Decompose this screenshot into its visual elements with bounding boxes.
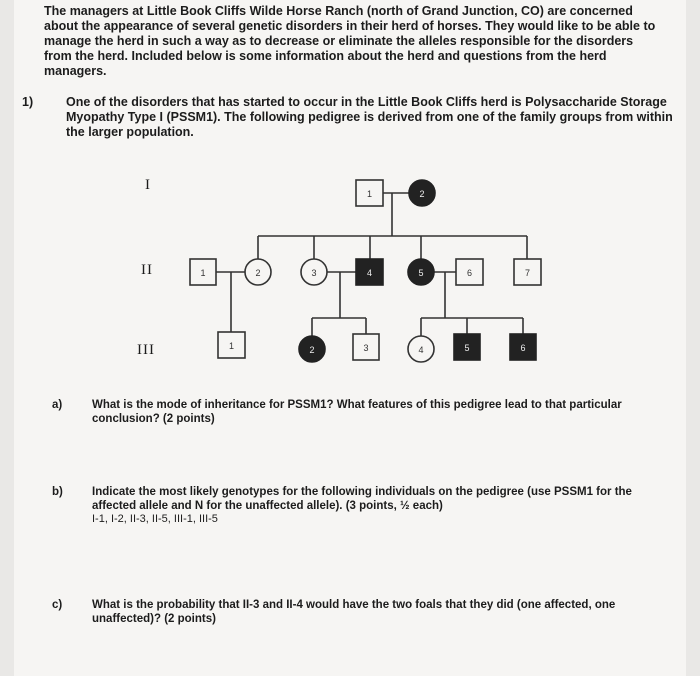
- pedigree-id-label: 5: [464, 343, 470, 353]
- generation-label-3: III: [137, 342, 155, 358]
- part-c-label: c): [52, 599, 63, 611]
- intro-paragraph: The managers at Little Book Cliffs Wilde Horse Ranch (north of Grand Junction, CO) are concerned about the appearance of several genetic disorders in their herd of horses. They would like to be able to manage the herd in such a way as to decrease or eliminate the alleles responsible for the disorders from the herd. Included below is some information about the herd and questions from the herd managers.: [44, 4, 656, 78]
- pedigree-female-I-2-affected: [409, 180, 435, 206]
- part-b-label: b): [52, 486, 63, 498]
- pedigree-id-label: 2: [255, 268, 261, 278]
- pedigree-id-label: 2: [309, 345, 315, 355]
- pedigree-male-II-6: [456, 259, 483, 285]
- pedigree-male-III-1: [218, 332, 245, 358]
- generation-label-1: I: [145, 177, 151, 193]
- pedigree-id-label: 5: [418, 268, 424, 278]
- part-c-text: What is the probability that II-3 and II-4 would have the two foals that they did (one affected, one unaffected)? (2 points): [92, 599, 616, 625]
- part-a-label: a): [52, 399, 63, 411]
- pedigree-female-II-2: [245, 259, 271, 285]
- pedigree-female-II-5-affected: [408, 259, 434, 285]
- question-1-text: One of the disorders that has started to occur in the Little Book Cliffs herd is Polysaccharide Storage Myopathy Type I (PSSM1). The following pedigree is derived from one of the family groups from within the larger population.: [66, 95, 673, 139]
- part-b-text: Indicate the most likely genotypes for the following individuals on the pedigree (use PSSM1 for the affected allele and N for the unaffected allele). (3 points, ½ each): [92, 486, 632, 512]
- pedigree-id-label: 4: [418, 345, 424, 355]
- question-part-b: [52, 485, 672, 513]
- pedigree-male-I-1: [356, 180, 383, 206]
- part-b-individuals: I-1, I-2, II-3, II-5, III-1, III-5: [92, 513, 218, 525]
- part-a-text: What is the mode of inheritance for PSSM1? What features of this pedigree lead to that particular conclusion? (2 points): [92, 399, 622, 425]
- pedigree-id-label: 3: [311, 268, 317, 278]
- pedigree-id-label: 1: [228, 341, 235, 351]
- pedigree-id-label: 4: [366, 268, 373, 278]
- pedigree-female-III-4: [408, 336, 434, 362]
- pedigree-id-label: 2: [419, 189, 425, 199]
- pedigree-id-label: 1: [200, 268, 206, 278]
- pedigree-female-III-2-affected: [299, 336, 325, 362]
- pedigree-female-II-3: [301, 259, 327, 285]
- question-1-number: 1): [22, 95, 34, 109]
- generation-label-2: II: [141, 262, 153, 278]
- pedigree-id-label: 3: [363, 343, 369, 353]
- pedigree-male-III-3: [353, 334, 379, 360]
- question-part-c: [52, 598, 672, 626]
- pedigree-male-II-4-affected: [356, 259, 383, 285]
- pedigree-male-II-7: [514, 259, 541, 285]
- pedigree-id-label: 7: [524, 268, 531, 278]
- pedigree-male-III-5-affected: [454, 334, 480, 360]
- question-part-a: [52, 398, 672, 426]
- pedigree-id-label: 6: [520, 343, 526, 353]
- pedigree-male-III-6-affected: [510, 334, 536, 360]
- pedigree-id-label: 1: [366, 189, 373, 199]
- pedigree-male-II-1: [190, 259, 216, 285]
- pedigree-id-label: 6: [466, 268, 473, 278]
